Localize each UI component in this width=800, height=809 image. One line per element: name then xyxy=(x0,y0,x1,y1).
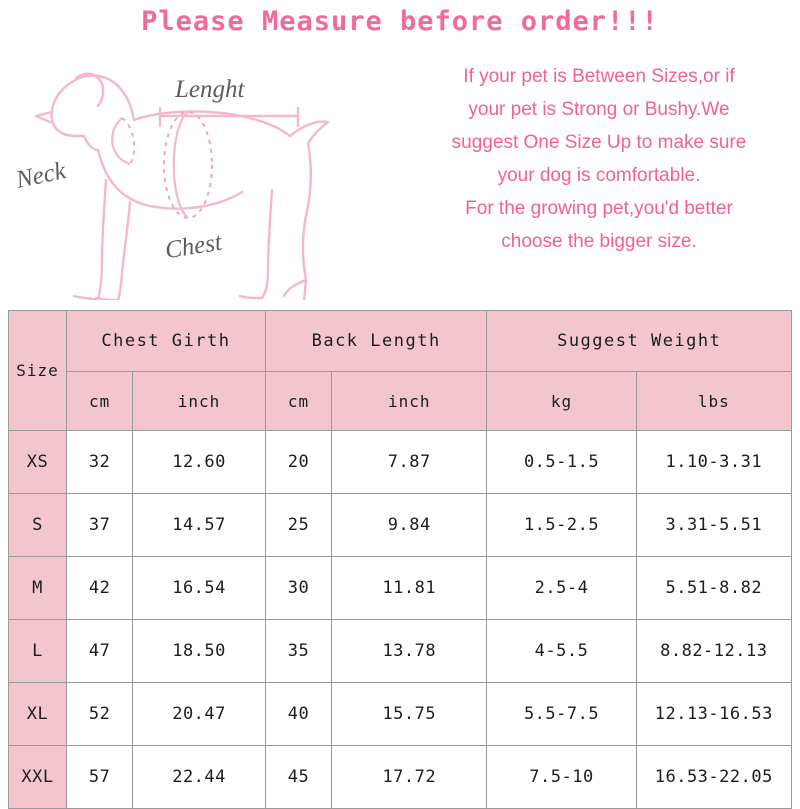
cell-size: XS xyxy=(9,431,67,494)
cell-back-cm: 40 xyxy=(265,683,331,746)
cell-back-cm: 45 xyxy=(265,746,331,809)
sizing-note-line: your pet is Strong or Bushy.We xyxy=(468,99,730,120)
table-row xyxy=(9,494,792,557)
cell-chest-cm: 47 xyxy=(66,620,132,683)
cell-back-inch: 11.81 xyxy=(332,557,487,620)
cell-chest-cm: 42 xyxy=(66,557,132,620)
cell-weight-lbs: 3.31-5.51 xyxy=(636,494,791,557)
cell-back-cm: 25 xyxy=(265,494,331,557)
cell-weight-kg: 0.5-1.5 xyxy=(487,431,636,494)
cell-weight-kg: 7.5-10 xyxy=(487,746,636,809)
table-row xyxy=(9,557,792,620)
cell-chest-cm: 37 xyxy=(66,494,132,557)
sizing-note-line: suggest One Size Up to make sure xyxy=(451,132,747,153)
cell-chest-cm: 52 xyxy=(66,683,132,746)
table-unit-chest-inch: inch xyxy=(133,372,266,431)
size-table xyxy=(8,310,792,809)
cell-weight-lbs: 16.53-22.05 xyxy=(636,746,791,809)
cell-chest-inch: 22.44 xyxy=(133,746,266,809)
cell-chest-inch: 14.57 xyxy=(133,494,266,557)
cell-back-cm: 20 xyxy=(265,431,331,494)
dog-measurement-illustration xyxy=(10,40,400,300)
cell-chest-inch: 20.47 xyxy=(133,683,266,746)
table-unit-weight-kg: kg xyxy=(487,372,636,431)
cell-weight-kg: 4-5.5 xyxy=(487,620,636,683)
table-unit-chest-cm: cm xyxy=(66,372,132,431)
cell-weight-lbs: 1.10-3.31 xyxy=(636,431,791,494)
cell-weight-kg: 1.5-2.5 xyxy=(487,494,636,557)
table-header-suggest-weight: Suggest Weight xyxy=(487,311,792,372)
table-row xyxy=(9,746,792,809)
cell-size: S xyxy=(9,494,67,557)
table-header-back-length: Back Length xyxy=(265,311,487,372)
table-unit-back-inch: inch xyxy=(332,372,487,431)
sizing-note-line: your dog is comfortable. xyxy=(497,165,701,186)
cell-back-inch: 13.78 xyxy=(332,620,487,683)
table-row xyxy=(9,431,792,494)
label-neck: Neck xyxy=(13,157,69,194)
label-length: Lenght xyxy=(175,76,245,103)
sizing-note-line: choose the bigger size. xyxy=(501,231,697,252)
cell-back-inch: 9.84 xyxy=(332,494,487,557)
cell-size: XL xyxy=(9,683,67,746)
cell-chest-cm: 57 xyxy=(66,746,132,809)
cell-chest-cm: 32 xyxy=(66,431,132,494)
table-header-size: Size xyxy=(9,311,67,431)
table-header-chest-girth: Chest Girth xyxy=(66,311,265,372)
cell-weight-kg: 2.5-4 xyxy=(487,557,636,620)
table-row xyxy=(9,620,792,683)
page-title: Please Measure before order!!! xyxy=(141,6,659,37)
table-row xyxy=(9,683,792,746)
cell-weight-kg: 5.5-7.5 xyxy=(487,683,636,746)
cell-weight-lbs: 5.51-8.82 xyxy=(636,557,791,620)
cell-back-inch: 7.87 xyxy=(332,431,487,494)
cell-back-cm: 35 xyxy=(265,620,331,683)
table-unit-weight-lbs: lbs xyxy=(636,372,791,431)
cell-size: XXL xyxy=(9,746,67,809)
cell-size: M xyxy=(9,557,67,620)
cell-back-inch: 17.72 xyxy=(332,746,487,809)
sizing-note-line: For the growing pet,you'd better xyxy=(465,198,733,219)
cell-weight-lbs: 8.82-12.13 xyxy=(636,620,791,683)
sizing-note-line: If your pet is Between Sizes,or if xyxy=(463,66,735,87)
table-unit-back-cm: cm xyxy=(265,372,331,431)
cell-chest-inch: 12.60 xyxy=(133,431,266,494)
cell-chest-inch: 18.50 xyxy=(133,620,266,683)
cell-size: L xyxy=(9,620,67,683)
cell-weight-lbs: 12.13-16.53 xyxy=(636,683,791,746)
cell-chest-inch: 16.54 xyxy=(133,557,266,620)
cell-back-cm: 30 xyxy=(265,557,331,620)
label-chest: Chest xyxy=(163,228,224,265)
cell-back-inch: 15.75 xyxy=(332,683,487,746)
sizing-note xyxy=(405,60,793,258)
